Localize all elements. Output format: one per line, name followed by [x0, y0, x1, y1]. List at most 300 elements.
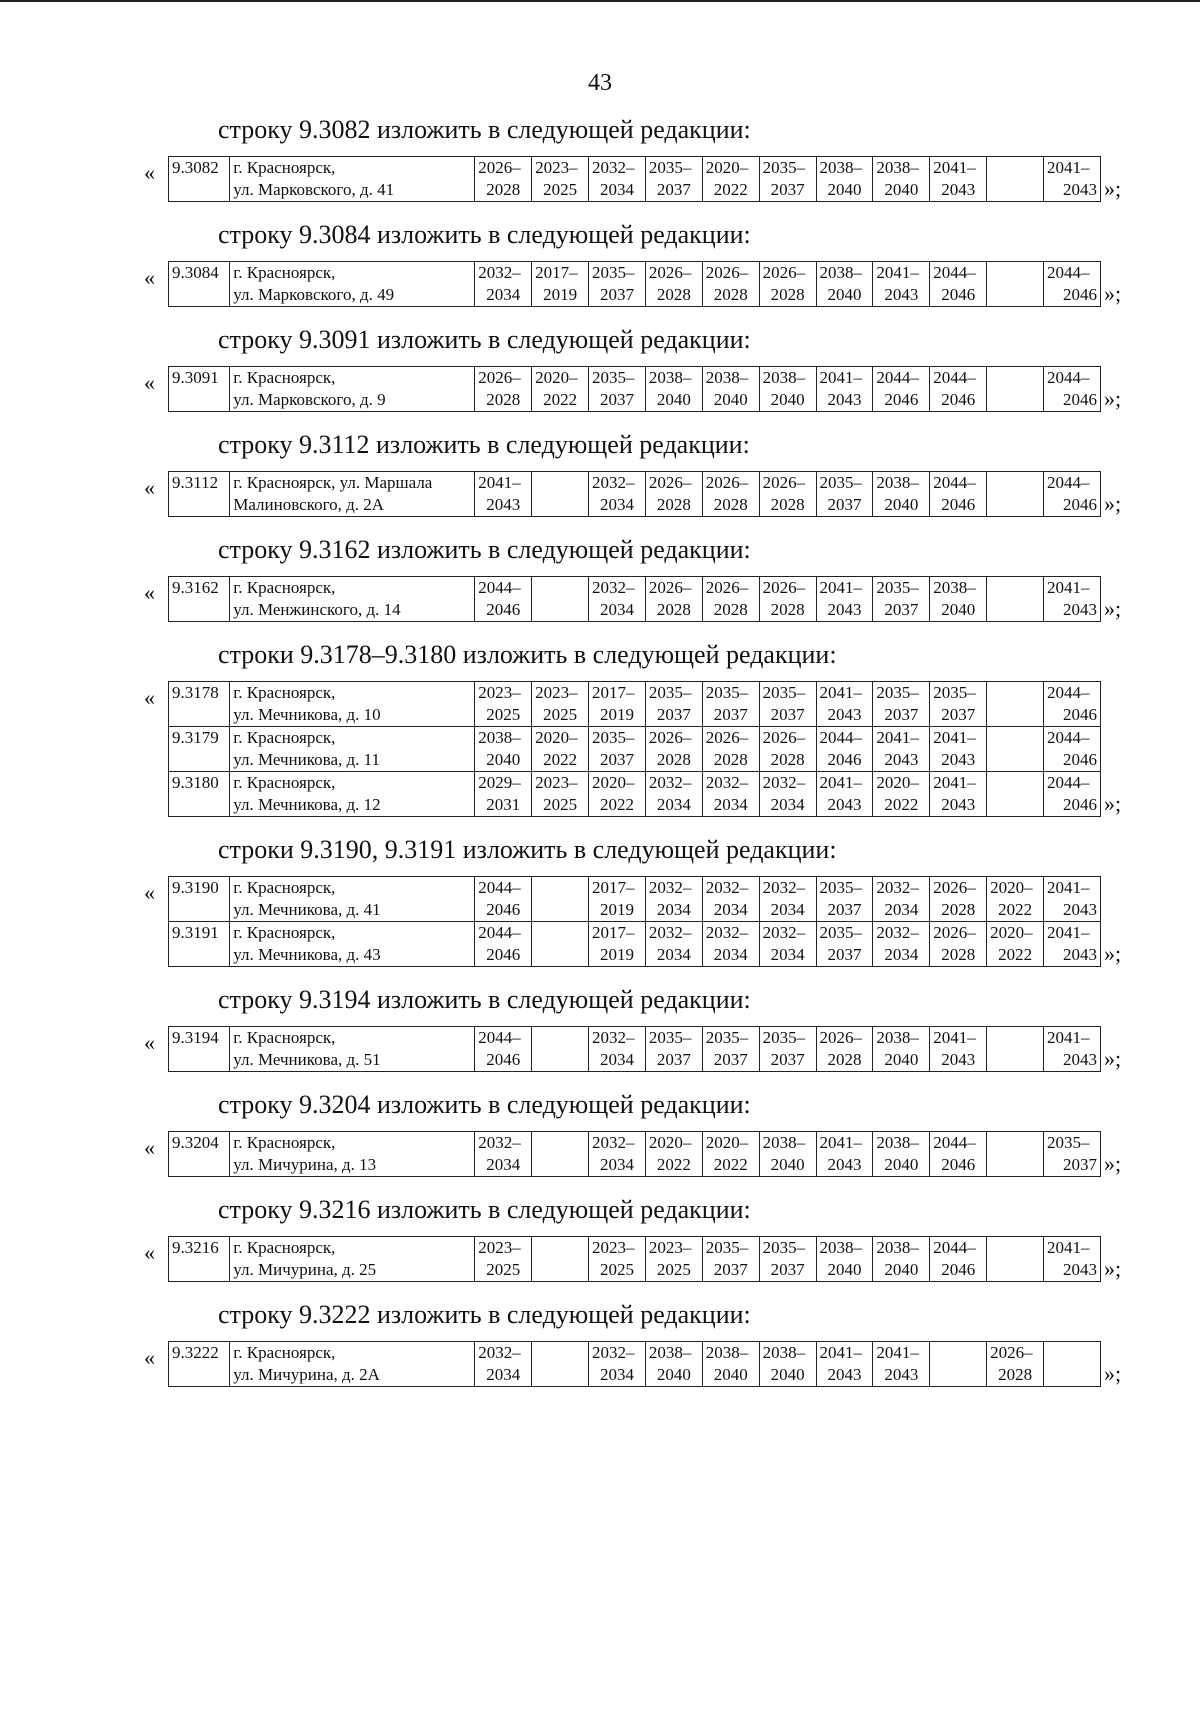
- period-cell: [645, 157, 702, 202]
- period-end: 2034: [884, 900, 919, 919]
- period-end: 2034: [770, 900, 805, 919]
- period-start: [990, 577, 1040, 599]
- period-cell: [873, 1132, 930, 1177]
- period-cell: [589, 772, 646, 817]
- period-cell: [589, 1132, 646, 1177]
- period-start: 2044–: [478, 923, 521, 942]
- period-cell: [702, 1342, 759, 1387]
- period-cell: [930, 1237, 987, 1282]
- period-start: 2026–: [705, 728, 749, 747]
- period-cell: [930, 682, 987, 727]
- table-row: [169, 772, 1101, 817]
- period-start: 2044–: [478, 878, 521, 897]
- amendment-table-wrapper: [0, 156, 1200, 202]
- amendment-heading: строку 9.3091 изложить в следующей редакции:: [218, 325, 751, 354]
- period-end: 2043: [827, 390, 862, 409]
- period-end: 2043: [827, 795, 862, 814]
- period-start: [535, 1342, 585, 1364]
- table-row: [169, 682, 1101, 727]
- period-cell: [873, 877, 930, 922]
- period-start: [990, 472, 1040, 494]
- address-line-2: Малиновского, д. 2А: [233, 495, 385, 514]
- period-start: [990, 367, 1040, 389]
- period-end: [990, 704, 1040, 726]
- period-end: 2028: [713, 750, 748, 769]
- top-border-line: [0, 0, 1200, 2]
- period-cell: [589, 157, 646, 202]
- amendment-table: [168, 576, 1101, 622]
- closing-quote: »;: [1104, 1046, 1122, 1071]
- period-end: 2037: [713, 705, 748, 724]
- period-start: [535, 1132, 585, 1154]
- period-end: 2040: [770, 1365, 805, 1384]
- table-row: [169, 262, 1101, 307]
- address-cell: [230, 1132, 475, 1177]
- period-cell: [589, 1342, 646, 1387]
- period-start: [990, 1237, 1040, 1259]
- period-end: [990, 749, 1040, 771]
- period-end: 2043: [1063, 1260, 1097, 1279]
- period-cell: [873, 727, 930, 772]
- address-line-1: г. Красноярск,: [233, 773, 336, 792]
- period-cell: [873, 367, 930, 412]
- period-end: 2034: [656, 795, 691, 814]
- address-line-1: г. Красноярск,: [233, 158, 336, 177]
- period-end: 2037: [770, 705, 805, 724]
- period-cell: [702, 262, 759, 307]
- period-cell: [1044, 262, 1101, 307]
- period-cell: [645, 1027, 702, 1072]
- period-cell: [873, 1237, 930, 1282]
- period-start: 2026–: [990, 1343, 1033, 1362]
- address-line-2: ул. Менжинского, д. 14: [233, 600, 401, 619]
- row-number: 9.3191: [169, 922, 230, 967]
- period-end: 2040: [941, 600, 976, 619]
- period-end: 2028: [998, 1365, 1033, 1384]
- period-end: 2034: [713, 795, 748, 814]
- period-cell: [475, 727, 532, 772]
- amendment-table-wrapper: [0, 1236, 1200, 1282]
- period-cell: [589, 262, 646, 307]
- period-cell: [702, 157, 759, 202]
- period-start: 2035–: [592, 728, 635, 747]
- period-end: [933, 1364, 983, 1386]
- period-end: 2037: [656, 705, 691, 724]
- period-end: 2022: [713, 180, 748, 199]
- period-start: 2032–: [648, 923, 692, 942]
- period-cell: [589, 877, 646, 922]
- period-start: 2041–: [933, 1028, 976, 1047]
- period-end: 2043: [1063, 945, 1097, 964]
- period-end: 2043: [827, 1155, 862, 1174]
- period-start: 2017–: [592, 923, 635, 942]
- period-start: [990, 1027, 1040, 1049]
- period-start: [933, 1342, 983, 1364]
- opening-quote: «: [144, 1030, 155, 1055]
- period-end: 2034: [884, 945, 919, 964]
- period-end: 2025: [486, 705, 521, 724]
- period-cell: [702, 472, 759, 517]
- period-end: 2040: [884, 180, 919, 199]
- period-end: [990, 494, 1040, 516]
- period-cell: [873, 577, 930, 622]
- period-cell: [873, 922, 930, 967]
- address-cell: [230, 262, 475, 307]
- amendment-section: [0, 832, 1200, 967]
- period-cell: [930, 262, 987, 307]
- period-cell: [930, 157, 987, 202]
- address-line-2: ул. Марковского, д. 9: [233, 390, 386, 409]
- row-number: 9.3084: [169, 262, 230, 307]
- amendment-section: [0, 1297, 1200, 1387]
- period-start: 2041–: [819, 1133, 863, 1152]
- period-cell: [645, 1342, 702, 1387]
- period-cell: [589, 1237, 646, 1282]
- period-start: 2044–: [876, 368, 919, 387]
- page-number: 43: [588, 70, 612, 96]
- period-start: 2020–: [705, 158, 749, 177]
- period-end: 2043: [941, 750, 976, 769]
- address-line-2: ул. Мечникова, д. 51: [233, 1050, 381, 1069]
- period-start: [990, 772, 1040, 794]
- period-cell: [759, 472, 816, 517]
- period-cell: [702, 577, 759, 622]
- row-number: 9.3082: [169, 157, 230, 202]
- opening-quote: «: [144, 160, 155, 185]
- period-cell: [702, 367, 759, 412]
- period-cell: [475, 262, 532, 307]
- period-end: 2028: [656, 495, 691, 514]
- period-cell: [759, 577, 816, 622]
- period-start: 2038–: [648, 368, 692, 387]
- period-cell: [987, 367, 1044, 412]
- period-start: 2038–: [933, 578, 976, 597]
- period-end: 2037: [884, 600, 919, 619]
- amendment-table: [168, 366, 1101, 412]
- period-cell: [759, 682, 816, 727]
- period-start: 2041–: [478, 473, 521, 492]
- period-end: 2040: [656, 390, 691, 409]
- period-end: 2028: [486, 390, 521, 409]
- period-end: 2037: [770, 1050, 805, 1069]
- period-end: 2040: [713, 1365, 748, 1384]
- period-end: 2040: [770, 390, 805, 409]
- period-cell: [816, 1342, 873, 1387]
- period-cell: [930, 727, 987, 772]
- period-end: 2043: [486, 495, 521, 514]
- period-start: 2041–: [1047, 158, 1090, 177]
- period-start: [990, 262, 1040, 284]
- period-end: 2034: [486, 1155, 521, 1174]
- address-line-2: ул. Мечникова, д. 11: [233, 750, 381, 769]
- address-line-1: г. Красноярск,: [233, 1028, 336, 1047]
- opening-quote: «: [144, 265, 155, 290]
- period-cell: [987, 262, 1044, 307]
- address-line-1: г. Красноярск,: [233, 683, 336, 702]
- period-cell: [645, 262, 702, 307]
- period-cell: [532, 577, 589, 622]
- period-end: 2037: [941, 705, 976, 724]
- period-end: 2037: [599, 285, 634, 304]
- address-cell: [230, 367, 475, 412]
- address-line-2: ул. Мечникова, д. 12: [233, 795, 381, 814]
- row-number: 9.3180: [169, 772, 230, 817]
- period-cell: [873, 772, 930, 817]
- opening-quote: «: [144, 1345, 155, 1370]
- period-cell: [702, 727, 759, 772]
- period-cell: [532, 877, 589, 922]
- period-start: 2038–: [876, 158, 919, 177]
- period-end: 2025: [543, 705, 578, 724]
- period-start: 2044–: [819, 728, 863, 747]
- period-end: 2043: [827, 1365, 862, 1384]
- row-number: 9.3112: [169, 472, 230, 517]
- period-cell: [645, 727, 702, 772]
- period-cell: [475, 1132, 532, 1177]
- period-start: 2035–: [705, 1238, 749, 1257]
- amendment-table: [168, 681, 1101, 817]
- period-cell: [589, 727, 646, 772]
- address-cell: [230, 1027, 475, 1072]
- amendment-section: [0, 427, 1200, 517]
- period-start: 2041–: [1047, 578, 1090, 597]
- table-row: [169, 727, 1101, 772]
- period-start: 2038–: [876, 473, 919, 492]
- period-end: 2046: [1063, 285, 1097, 304]
- period-end: 2019: [599, 945, 634, 964]
- period-cell: [816, 472, 873, 517]
- period-end: 2037: [656, 180, 691, 199]
- period-start: 2032–: [478, 263, 521, 282]
- period-cell: [1044, 682, 1101, 727]
- period-start: 2020–: [876, 773, 919, 792]
- period-end: 2040: [884, 1155, 919, 1174]
- period-cell: [475, 577, 532, 622]
- period-start: 2029–: [478, 773, 521, 792]
- period-end: 2025: [486, 1260, 521, 1279]
- period-start: 2035–: [592, 368, 635, 387]
- period-end: [990, 1259, 1040, 1281]
- period-cell: [702, 1132, 759, 1177]
- period-end: 2034: [713, 900, 748, 919]
- period-cell: [816, 262, 873, 307]
- address-line-1: г. Красноярск,: [233, 1238, 336, 1257]
- period-cell: [816, 682, 873, 727]
- period-start: [990, 682, 1040, 704]
- period-start: 2032–: [592, 1343, 635, 1362]
- period-cell: [1044, 1027, 1101, 1072]
- closing-quote: »;: [1104, 1151, 1122, 1176]
- row-number: 9.3216: [169, 1237, 230, 1282]
- period-start: 2035–: [933, 683, 976, 702]
- closing-quote: »;: [1104, 386, 1122, 411]
- period-cell: [1044, 1342, 1101, 1387]
- period-cell: [532, 772, 589, 817]
- period-start: 2023–: [478, 1238, 521, 1257]
- period-start: 2041–: [933, 158, 976, 177]
- period-cell: [873, 1342, 930, 1387]
- period-end: [535, 899, 585, 921]
- period-cell: [759, 1027, 816, 1072]
- period-cell: [759, 922, 816, 967]
- period-cell: [987, 1132, 1044, 1177]
- period-end: 2040: [827, 180, 862, 199]
- period-end: 2037: [1063, 1155, 1097, 1174]
- period-cell: [1044, 157, 1101, 202]
- period-end: 2046: [1063, 705, 1097, 724]
- opening-quote: «: [144, 1135, 155, 1160]
- period-cell: [987, 577, 1044, 622]
- period-end: 2028: [486, 180, 521, 199]
- period-cell: [987, 772, 1044, 817]
- address-cell: [230, 922, 475, 967]
- period-end: 2022: [656, 1155, 691, 1174]
- period-end: 2028: [656, 600, 691, 619]
- period-start: 2035–: [648, 683, 692, 702]
- period-cell: [816, 772, 873, 817]
- period-cell: [930, 1132, 987, 1177]
- period-start: 2044–: [933, 1238, 976, 1257]
- period-cell: [759, 877, 816, 922]
- table-row: [169, 157, 1101, 202]
- period-start: 2026–: [648, 473, 692, 492]
- period-end: 2046: [1063, 795, 1097, 814]
- period-start: 2023–: [535, 158, 578, 177]
- period-cell: [645, 1237, 702, 1282]
- period-start: 2035–: [648, 1028, 692, 1047]
- period-start: 2038–: [762, 368, 806, 387]
- amendment-heading: строку 9.3222 изложить в следующей редакции:: [218, 1300, 751, 1329]
- period-end: 2037: [713, 1050, 748, 1069]
- period-start: 2020–: [535, 728, 578, 747]
- period-end: 2034: [599, 495, 634, 514]
- period-end: 2037: [827, 945, 862, 964]
- period-start: [535, 577, 585, 599]
- period-end: 2043: [827, 705, 862, 724]
- period-start: 2032–: [648, 773, 692, 792]
- row-number: 9.3204: [169, 1132, 230, 1177]
- period-end: 2028: [941, 945, 976, 964]
- period-start: 2020–: [648, 1133, 692, 1152]
- address-cell: [230, 682, 475, 727]
- address-line-2: ул. Мичурина, д. 25: [233, 1260, 377, 1279]
- period-cell: [532, 1342, 589, 1387]
- amendment-section: [0, 112, 1200, 202]
- address-line-1: г. Красноярск,: [233, 1133, 336, 1152]
- period-start: 2026–: [762, 263, 806, 282]
- period-cell: [475, 1027, 532, 1072]
- address-line-2: ул. Мечникова, д. 10: [233, 705, 381, 724]
- period-cell: [475, 922, 532, 967]
- amendment-heading: строку 9.3084 изложить в следующей редакции:: [218, 220, 751, 249]
- period-start: 2026–: [648, 728, 692, 747]
- period-start: 2035–: [876, 578, 919, 597]
- period-cell: [532, 682, 589, 727]
- amendment-section: [0, 982, 1200, 1072]
- period-end: 2046: [941, 1155, 976, 1174]
- address-line-2: ул. Мечникова, д. 43: [233, 945, 381, 964]
- period-start: 2041–: [876, 263, 919, 282]
- period-end: [990, 284, 1040, 306]
- period-cell: [816, 922, 873, 967]
- period-end: 2043: [1063, 900, 1097, 919]
- period-start: 2038–: [819, 158, 863, 177]
- period-end: 2022: [713, 1155, 748, 1174]
- period-end: 2043: [941, 795, 976, 814]
- period-cell: [930, 922, 987, 967]
- period-end: 2043: [1063, 600, 1097, 619]
- period-start: 2041–: [819, 773, 863, 792]
- period-end: 2034: [656, 900, 691, 919]
- period-start: 2017–: [535, 263, 578, 282]
- period-start: 2023–: [535, 773, 578, 792]
- period-cell: [1044, 472, 1101, 517]
- period-end: 2028: [770, 750, 805, 769]
- period-start: 2026–: [648, 578, 692, 597]
- period-end: 2040: [884, 1050, 919, 1069]
- period-end: 2046: [941, 495, 976, 514]
- period-cell: [532, 1027, 589, 1072]
- period-end: 2037: [599, 750, 634, 769]
- period-cell: [645, 877, 702, 922]
- period-end: 2022: [884, 795, 919, 814]
- period-start: 2041–: [876, 728, 919, 747]
- period-start: 2035–: [705, 683, 749, 702]
- period-start: 2035–: [1047, 1133, 1090, 1152]
- period-cell: [816, 1237, 873, 1282]
- period-start: 2038–: [705, 1343, 749, 1362]
- opening-quote: «: [144, 880, 155, 905]
- period-start: 2041–: [819, 578, 863, 597]
- amendment-section: [0, 1192, 1200, 1282]
- period-end: 2040: [713, 390, 748, 409]
- period-end: 2025: [599, 1260, 634, 1279]
- period-cell: [816, 1027, 873, 1072]
- period-end: 2028: [656, 285, 691, 304]
- period-start: 2044–: [1047, 368, 1090, 387]
- period-end: 2046: [486, 1050, 521, 1069]
- period-start: 2038–: [762, 1133, 806, 1152]
- period-start: [1047, 1342, 1097, 1364]
- amendment-table: [168, 261, 1101, 307]
- period-end: 2022: [543, 750, 578, 769]
- period-end: 2046: [486, 945, 521, 964]
- period-end: 2025: [543, 180, 578, 199]
- period-end: 2046: [941, 390, 976, 409]
- period-end: 2037: [599, 390, 634, 409]
- period-cell: [645, 682, 702, 727]
- period-cell: [987, 1027, 1044, 1072]
- amendment-heading: строку 9.3204 изложить в следующей редакции:: [218, 1090, 751, 1119]
- period-start: 2026–: [762, 473, 806, 492]
- opening-quote: «: [144, 685, 155, 710]
- period-start: 2044–: [1047, 683, 1090, 702]
- period-cell: [1044, 1237, 1101, 1282]
- period-end: 2043: [827, 600, 862, 619]
- closing-quote: »;: [1104, 491, 1122, 516]
- period-cell: [759, 157, 816, 202]
- table-row: [169, 472, 1101, 517]
- period-cell: [1044, 577, 1101, 622]
- period-start: 2035–: [592, 263, 635, 282]
- period-start: 2032–: [876, 923, 919, 942]
- table-row: [169, 1342, 1101, 1387]
- period-end: 2046: [827, 750, 862, 769]
- closing-quote: »;: [1104, 791, 1122, 816]
- period-end: 2043: [941, 180, 976, 199]
- period-cell: [532, 727, 589, 772]
- period-start: 2023–: [648, 1238, 692, 1257]
